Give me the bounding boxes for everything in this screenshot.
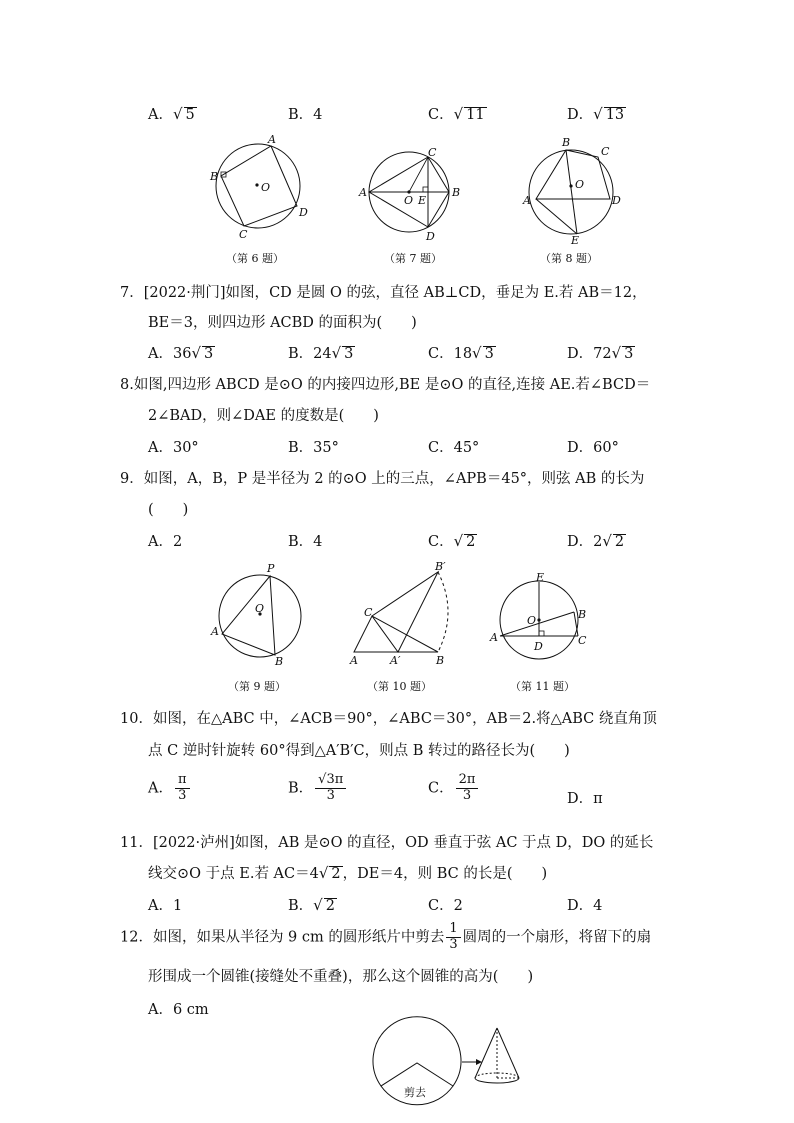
q12-line2: 形围成一个圆锥(接缝处不重叠)，那么这个圆锥的高为( ) — [148, 969, 534, 985]
option-c: C．√ 11 — [428, 105, 485, 123]
f6-label-c: C — [239, 228, 248, 241]
q9-line1: 9．如图，A，B，P 是半径为 2 的⊙O 上的三点，∠APB＝45°，则弦 AB 的长为 — [120, 471, 645, 487]
f6-label-d: D — [299, 206, 308, 219]
caption-fig11: （第 11 题） — [510, 680, 575, 693]
q8-option-c: C．45° — [428, 440, 480, 456]
q9-option-d: D．2√ 2 — [567, 532, 625, 550]
q11-option-d: D．4 — [567, 898, 603, 914]
q10-option-a: A． $\frac{\pi}{3}$ — [148, 773, 192, 804]
q7-option-b: B．24√ 3 — [288, 344, 354, 362]
q8-option-a: A．30° — [148, 440, 199, 456]
q10-line2: 点 C 逆时针旋转 60°得到△A′B′C，则点 B 转过的路径长为( ) — [148, 743, 570, 759]
f11-label-d: D — [534, 640, 543, 653]
f10-label-a: A — [350, 654, 358, 667]
f9-label-o: O — [255, 602, 265, 615]
q7-line2: BE＝3，则四边形 ACBD 的面积为( ) — [148, 315, 417, 331]
figure-10 — [346, 560, 456, 667]
q11-option-a: A．1 — [148, 898, 183, 914]
q10-option-b: B． $\frac{√3\pi}{3}$ — [288, 773, 348, 804]
figure-12 — [372, 1020, 532, 1120]
f6-label-o: O — [261, 181, 271, 194]
figure-6 — [208, 133, 308, 241]
f8-label-e: E — [571, 234, 580, 247]
f12-label-cut: 剪去 — [404, 1086, 426, 1099]
f6-label-a: A — [268, 133, 276, 146]
q8-line1: 8.如图,四边形 ABCD 是⊙O 的内接四边形,BE 是⊙O 的直径,连接 AE.若∠BCD＝ — [120, 377, 651, 393]
q11-line1: 11．[2022·泸州]如图，AB 是⊙O 的直径，OD 垂直于弦 AC 于点 D，DO 的延长 — [120, 835, 654, 851]
f10-label-b-prime: B′ — [435, 560, 446, 573]
f10-label-c: C — [364, 606, 373, 619]
q8-option-d: D．60° — [567, 440, 619, 456]
q7-option-d: D．72√ 3 — [567, 344, 634, 362]
caption-fig8: （第 8 题） — [540, 252, 598, 265]
caption-fig9: （第 9 题） — [228, 680, 286, 693]
q8-line2: 2∠BAD，则∠DAE 的度数是( ) — [148, 408, 379, 424]
f9-label-a: A — [211, 625, 219, 638]
f10-label-b: B — [436, 654, 445, 667]
figure-11 — [490, 571, 594, 676]
f7-label-d: D — [426, 230, 435, 243]
q7-option-a: A．36√ 3 — [148, 344, 214, 362]
option-a: A．√ 5 — [148, 105, 195, 123]
q9-option-c: C．√ 2 — [428, 532, 476, 550]
q10-line1: 10．如图，在△ABC 中，∠ACB＝90°，∠ABC＝30°，AB＝2.将△ABC 绕直角顶 — [120, 711, 657, 727]
q9-option-b: B．4 — [288, 534, 323, 550]
q10-option-c: C． $\frac{2\pi}{3}$ — [428, 773, 480, 804]
q12-line1: 12．如图，如果从半径为 9 cm 的圆形纸片中剪去 $\frac{1}{3}$ 圆周的一个扇形，将留下的扇 — [120, 921, 652, 952]
q11-option-b: B．√ 2 — [288, 896, 335, 914]
q7-line1: 7．[2022·荆门]如图，CD 是圆 O 的弦，直径 AB⊥CD，垂足为 E.若 AB＝12， — [120, 285, 647, 301]
caption-fig10: （第 10 题） — [367, 680, 432, 693]
f8-label-o: O — [575, 178, 585, 191]
f8-label-a: A — [523, 194, 531, 207]
figure-9 — [210, 562, 310, 668]
f6-label-b: B — [210, 170, 219, 183]
f9-label-p: P — [267, 562, 275, 575]
f7-label-e: E — [418, 194, 427, 207]
f11-label-c: C — [578, 634, 587, 647]
f11-label-b: B — [578, 608, 587, 621]
f8-label-c: C — [601, 145, 610, 158]
caption-fig7: （第 7 题） — [384, 252, 442, 265]
f7-label-c: C — [428, 146, 437, 159]
caption-fig6: （第 6 题） — [226, 252, 284, 265]
f7-label-a: A — [359, 186, 367, 199]
f7-label-o: O — [404, 194, 414, 207]
q8-option-b: B．35° — [288, 440, 339, 456]
option-d: D．√ 13 — [567, 105, 625, 123]
q9-option-a: A．2 — [148, 534, 183, 550]
figure-7 — [359, 146, 464, 246]
q9-line2: ( ) — [148, 502, 189, 518]
q11-line2: 线交⊙O 于点 E.若 AC＝4√ 2 ，DE＝4，则 BC 的长是( ) — [148, 864, 548, 882]
figure-8 — [523, 136, 626, 247]
option-b: B．4 — [288, 107, 323, 123]
q12-option-a: A．6 cm — [148, 1002, 209, 1018]
f7-label-b: B — [452, 186, 461, 199]
q11-option-c: C．2 — [428, 898, 463, 914]
q10-option-d: D．π — [567, 791, 603, 807]
f8-label-d: D — [612, 194, 621, 207]
f10-label-a-prime: A′ — [390, 654, 401, 667]
f11-label-o: O — [527, 614, 537, 627]
f9-label-b: B — [275, 655, 284, 668]
f11-label-e: E — [536, 571, 545, 584]
q7-option-c: C．18√ 3 — [428, 344, 494, 362]
f8-label-b: B — [562, 136, 571, 149]
f11-label-a: A — [490, 631, 498, 644]
